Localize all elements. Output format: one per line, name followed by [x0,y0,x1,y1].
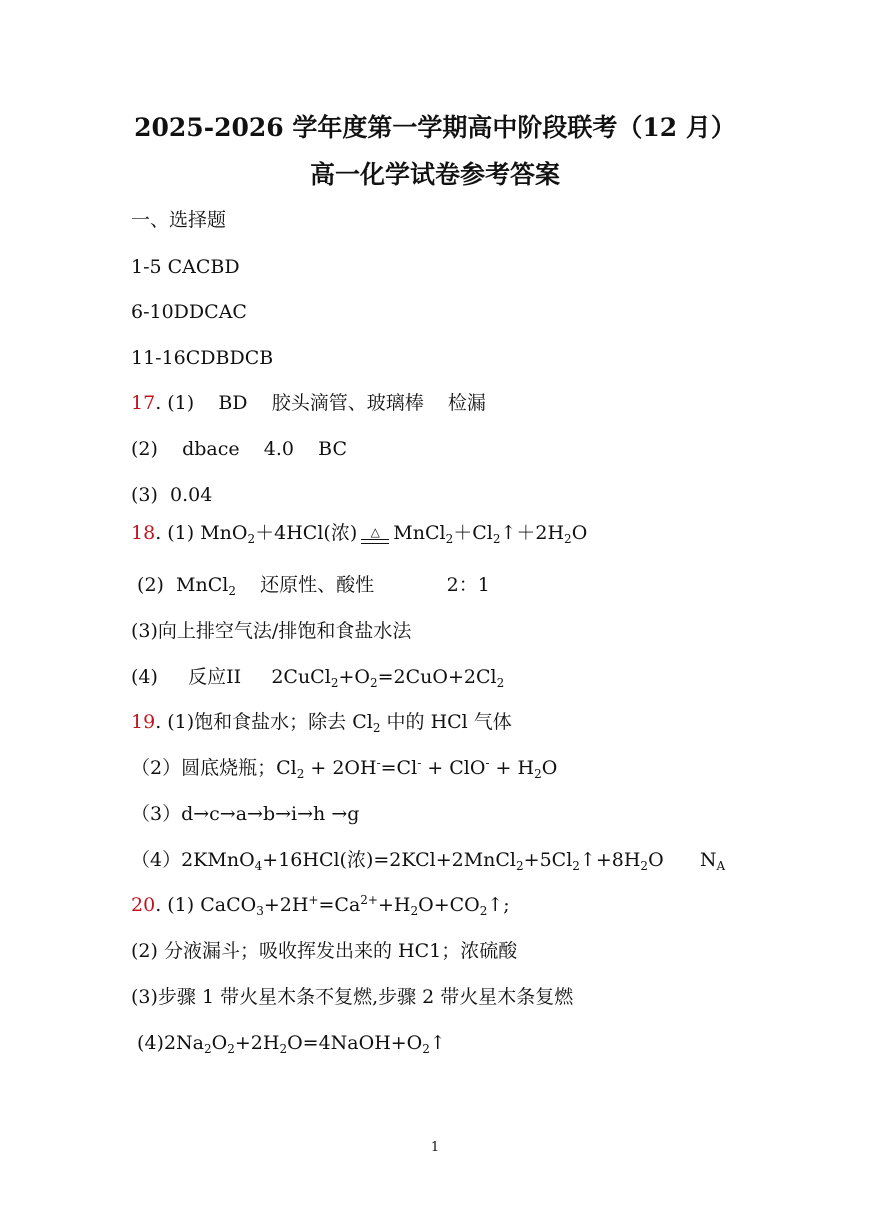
question-number: 17 [131,392,156,414]
q19-line-2: （2）圆底烧瓶；$Cl_2 + 2OH^-=Cl^- + ClO^- + H_2O$ [131,756,558,781]
q18-line-1: 18. (1) MnO$_2$＋4HCl(浓) △ $MnCl_2+Cl_2↑+2H_2O$ [131,522,588,546]
q19-line-4: （4）2KMnO$_4$+16HCl(浓)$=2KCl+2MnCl_2+5Cl_2↑+8H_2O$ $N_A$ [131,849,726,873]
page-subtitle: 高一化学试卷参考答案 [309,160,560,189]
q19-line-3: （3）d→c→a→b→i→h →g [131,803,360,825]
q19-line-1: 19. (1)饱和食盐水；除去 $Cl_2$ 中的 HCl 气体 [131,711,512,735]
q18-line-2: (2) MnCl$_2$ 还原性、酸性 2：1 [131,574,490,598]
question-number: 18 [131,522,156,544]
q18-line-3: (3)向上排空气法/排饱和食盐水法 [131,620,412,642]
q20-line-4: $(4)2Na_2O_2+2H_2O=4NaOH+O_2↑$ [131,1032,446,1056]
heating-condition [357,521,393,547]
q17-line-2: (2) dbace 4.0 BC [131,438,347,460]
equals-bar [361,539,389,544]
choice-answers-6-10: 6-10DDCAC [131,301,247,323]
question-number: 19 [131,711,156,733]
q20-line-2: (2) 分液漏斗；吸收挥发出来的 HC1；浓硫酸 [131,940,518,962]
question-number: 20 [131,894,156,916]
q17-line-1: 17. (1) BD 胶头滴管、玻璃棒 检漏 [131,392,486,414]
choice-answers-1-5: 1-5 CACBD [131,256,240,278]
page-number: 1 [430,1140,440,1155]
q18-line-4: (4) 反应II $2CuCl_2+O_2=2CuO+2Cl_2$ [131,666,505,690]
choice-answers-11-16: 11-16CDBDCB [131,347,274,369]
section-heading: 一、选择题 [131,209,227,231]
page-title: 2025-2026 学年度第一学期高中阶段联考（12 月） [134,113,736,142]
heat-triangle-icon: △ [370,525,380,539]
q20-line-3: (3)步骤 1 带火星木条不复燃,步骤 2 带火星木条复燃 [131,986,574,1008]
q20-line-1: 20. (1) $CaCO_3+2H^+=Ca^{2+}+H_2O+CO_2↑$; [131,893,510,918]
q17-line-3: (3) 0.04 [131,484,213,506]
